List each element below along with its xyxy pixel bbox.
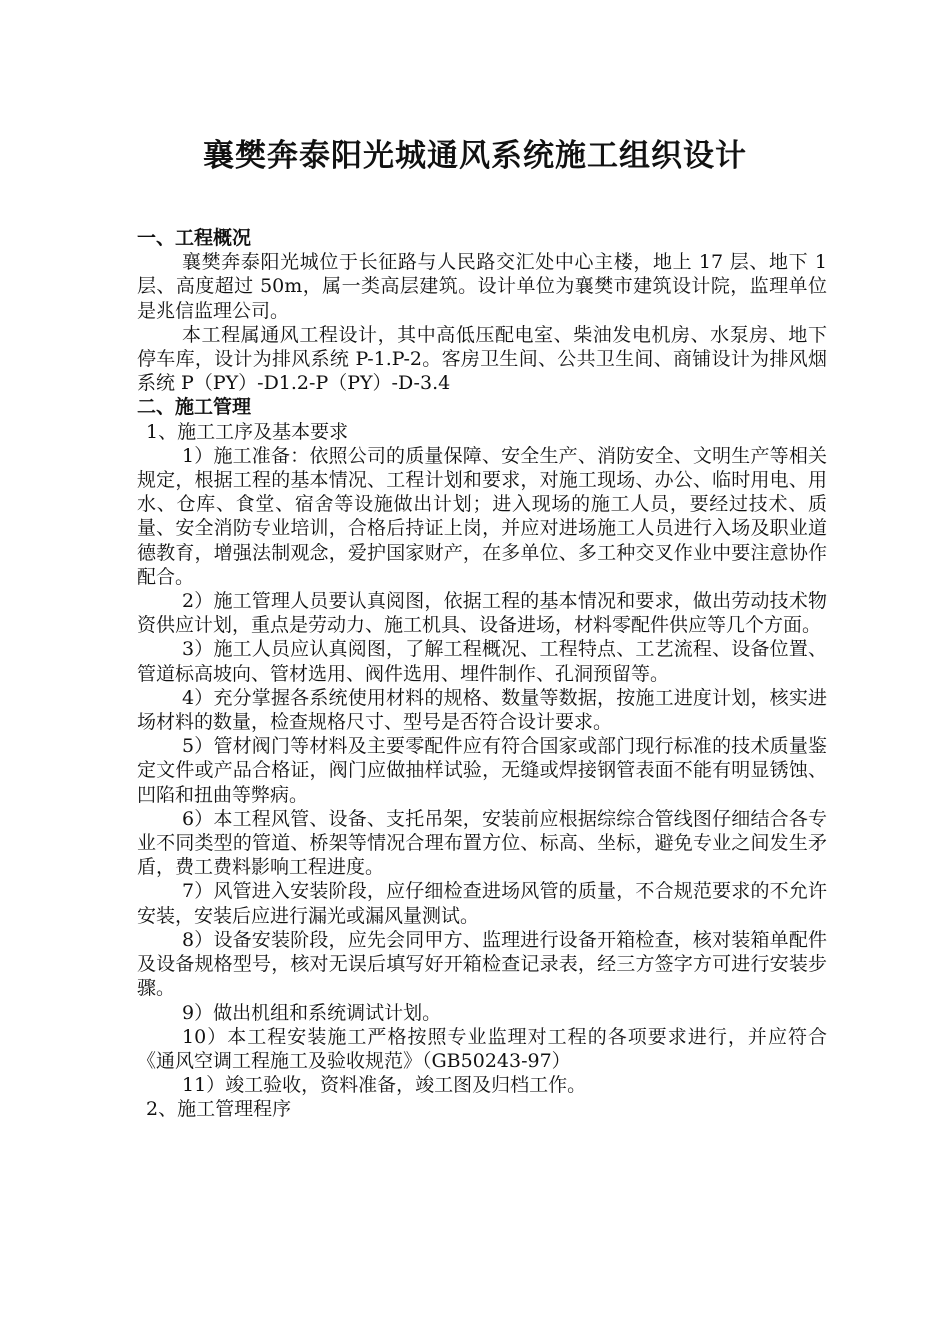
list-item: 7）风管进入安装阶段，应仔细检查进场风管的质量，不合规范要求的不允许安装，安装后应进行漏光或漏风量测试。 (137, 880, 827, 927)
document-title: 襄樊奔泰阳光城通风系统施工组织设计 (203, 138, 747, 174)
list-item: 1）施工准备：依照公司的质量保障、安全生产、消防安全、文明生产等相关规定，根据工程的基本情况、工程计划和要求，对施工现场、办公、临时用电、用水、仓库、食堂、宿舍等设施做出计划；进入现场的施工人员，要经过技术、质量、安全消防专业培训，合格后持证上岗，并应对进场施工人员进行入场及职业道德教育，增强法制观念，爱护国家财产，在多单位、多工种交叉作业中要注意协作配合。 (137, 444, 827, 588)
list-item: 4）充分掌握各系统使用材料的规格、数量等数据，按施工进度计划，核实进场材料的数量，检查规格尺寸、型号是否符合设计要求。 (137, 686, 827, 734)
list-item: 11）竣工验收，资料准备，竣工图及归档工作。 (182, 1074, 587, 1097)
list-item: 10）本工程安装施工严格按照专业监理对工程的各项要求进行，并应符合《通风空调工程施工及验收规范》（GB50243-97） (137, 1025, 827, 1072)
list-item: 6）本工程风管、设备、支托吊架，安装前应根据综综合管线图仔细结合各专业不同类型的管道、桥架等情况合理布置方位、标高、坐标，避免专业之间发生矛盾，费工费料影响工程进度。 (137, 807, 827, 879)
subsection-heading: 2、施工管理程序 (146, 1098, 292, 1121)
section-heading-overview: 一、工程概况 (137, 227, 252, 249)
list-item: 5）管材阀门等材料及主要零配件应有符合国家或部门现行标准的技术质量鉴定文件或产品合格证，阀门应做抽样试验，无缝或焊接钢管表面不能有明显锈蚀、凹陷和扭曲等弊病。 (137, 735, 827, 806)
section-heading-management: 二、施工管理 (137, 396, 252, 419)
list-item: 9）做出机组和系统调试计划。 (182, 1001, 442, 1024)
list-item: 3）施工人员应认真阅图，了解工程概况、工程特点、工艺流程、设备位置、管道标高坡向、管材选用、阀件选用、埋件制作、孔洞预留等。 (137, 638, 827, 685)
subsection-heading: 1、施工工序及基本要求 (146, 420, 349, 443)
paragraph: 本工程属通风工程设计，其中高低压配电室、柴油发电机房、水泵房、地下停车库，设计为排风系统 P-1.P-2。客房卫生间、公共卫生间、商铺设计为排风烟系统 P（PY）-D1.2-P（PY）-D-3.4 (137, 323, 827, 395)
list-item: 8）设备安装阶段，应先会同甲方、监理进行设备开箱检查，核对装箱单配件及设备规格型号，核对无误后填写好开箱检查记录表，经三方签字方可进行安装步骤。 (137, 928, 827, 1000)
paragraph: 襄樊奔泰阳光城位于长征路与人民路交汇处中心主楼，地上 17 层、地下 1 层、高度超过 50m，属一类高层建筑。设计单位为襄樊市建筑设计院，监理单位是兆信监理公司。 (137, 251, 827, 322)
document-body (137, 226, 827, 1122)
list-item: 2）施工管理人员要认真阅图，依据工程的基本情况和要求，做出劳动技术物资供应计划，重点是劳动力、施工机具、设备进场，材料零配件供应等几个方面。 (137, 590, 827, 637)
